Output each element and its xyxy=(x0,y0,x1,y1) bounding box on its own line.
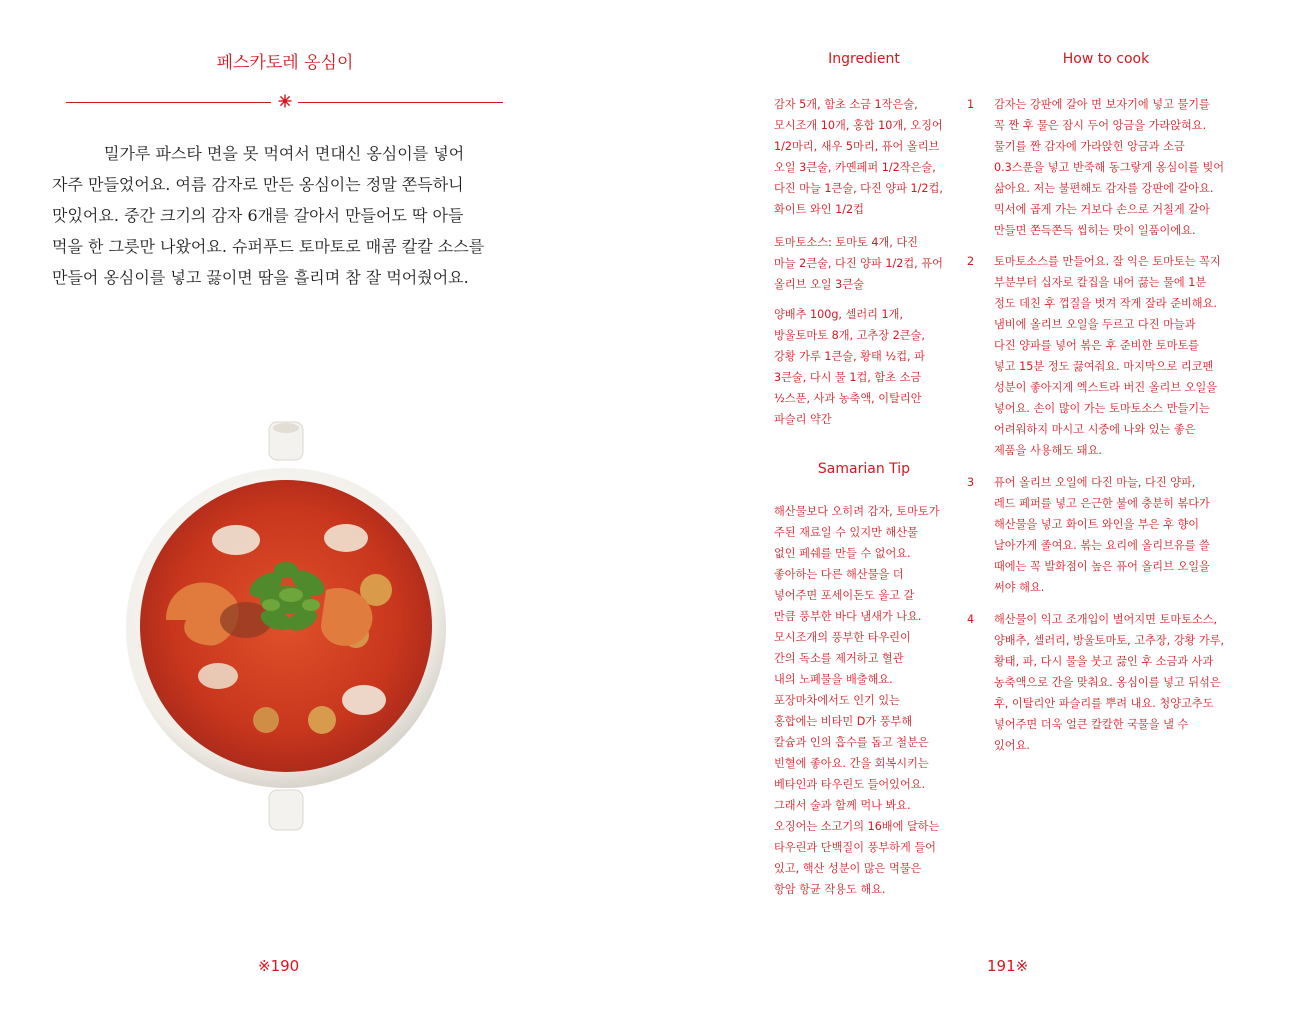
ingredient-line: 감자 5개, 함초 소금 1작은술, xyxy=(774,98,918,111)
intro-line: 먹을 한 그릇만 나왔어요. 슈퍼푸드 토마토로 매콤 칼칼 소스를 xyxy=(52,237,485,256)
ingredient-line: 1/2마리, 새우 5마리, 퓨어 올리브 xyxy=(774,140,940,153)
step-line: 어려워하지 마시고 시중에 나와 있는 좋은 xyxy=(994,423,1196,436)
step-line: 써야 해요. xyxy=(994,581,1045,594)
tip-line: 있고, 핵산 성분이 많은 먹물은 xyxy=(774,862,922,875)
step-line: 물기를 짠 감자에 가라앉힌 앙금과 소금 xyxy=(994,140,1185,153)
ingredient-line: 토마토소스: 토마토 4개, 다진 xyxy=(774,236,918,249)
title-divider-right xyxy=(298,102,503,103)
tip-line: 주된 재료일 수 있지만 해산물 xyxy=(774,526,918,539)
step-3-text xyxy=(994,472,1210,598)
ingredient-line: 화이트 와인 1/2컵 xyxy=(774,203,864,216)
right-page xyxy=(646,0,1293,1024)
step-line: 넣어요. 손이 많이 가는 토마토소스 만들기는 xyxy=(994,402,1210,415)
step-line: 냄비에 올리브 오일을 두르고 다진 마늘과 xyxy=(994,318,1196,331)
tip-line: 항암 항균 작용도 해요. xyxy=(774,883,886,896)
tip-line: 만큼 풍부한 바다 냄새가 나요. xyxy=(774,610,922,623)
tip-line: 넣어주면 포세이돈도 울고 갈 xyxy=(774,589,915,602)
step-line: 믹서에 곱게 가는 거보다 손으로 거칠게 갈아 xyxy=(994,203,1210,216)
step-line: 해산물을 넣고 화이트 와인을 부은 후 향이 xyxy=(994,518,1200,531)
tip-line: 오징어는 소고기의 16배에 달하는 xyxy=(774,820,940,833)
ingredient-heading: Ingredient xyxy=(828,51,900,67)
step-2-text xyxy=(994,251,1221,461)
ingredients-group-main xyxy=(774,94,943,220)
title-divider-left xyxy=(66,102,271,103)
tip-line: 내의 노폐물을 배출해요. xyxy=(774,673,893,686)
step-4-number: 4 xyxy=(967,613,975,626)
step-1-text xyxy=(994,94,1224,241)
ingredient-line: 양배추 100g, 셀러리 1개, xyxy=(774,308,904,321)
step-line: 레드 페퍼를 넣고 은근한 불에 충분히 볶다가 xyxy=(994,497,1210,510)
tip-heading: Samarian Tip xyxy=(817,461,911,477)
step-2-number: 2 xyxy=(967,255,975,268)
step-line: 퓨어 올리브 오일에 다진 마늘, 다진 양파, xyxy=(994,476,1196,489)
how-to-cook-heading: How to cook xyxy=(1062,51,1150,67)
step-line: 꼭 짠 후 물은 잠시 두어 앙금을 가라앉혀요. xyxy=(994,119,1207,132)
step-line: 해산물이 익고 조개입이 벌어지면 토마토소스, xyxy=(994,613,1218,626)
asterisk-ornament-icon xyxy=(277,93,293,109)
ingredient-line: 방울토마토 8개, 고추장 2큰술, xyxy=(774,329,925,342)
page-number-right: 191※ xyxy=(987,957,1029,975)
intro-line: 자주 만들었어요. 여름 감자로 만든 옹심이는 정말 쫀득하니 xyxy=(52,175,464,194)
tip-line: 포장마차에서도 인기 있는 xyxy=(774,694,900,707)
tip-line: 칼슘과 인의 흡수를 돕고 철분은 xyxy=(774,736,929,749)
step-line: 농축액으로 간을 맞춰요. 옹심이를 넣고 뒤섞은 xyxy=(994,676,1221,689)
tip-line: 빈혈에 좋아요. 간을 회복시키는 xyxy=(774,757,929,770)
step-line: 넣고 15분 정도 끓여줘요. 마지막으로 리코펜 xyxy=(994,360,1214,373)
tip-text xyxy=(774,501,940,900)
ingredient-line: 모시조개 10개, 홍합 10개, 오징어 xyxy=(774,119,943,132)
ingredient-line: ½스푼, 사과 농축액, 이탈리안 xyxy=(774,392,922,405)
ingredient-line: 마늘 2큰술, 다진 양파 1/2컵, 퓨어 xyxy=(774,257,943,270)
tip-line: 타우린과 단백질이 풍부하게 들어 xyxy=(774,841,936,854)
tip-line: 모시조개의 풍부한 타우린이 xyxy=(774,631,911,644)
tip-line: 해산물보다 오히려 감자, 토마토가 xyxy=(774,505,940,518)
ingredient-line: 다진 마늘 1큰술, 다진 양파 1/2컵, xyxy=(774,182,943,195)
step-line: 만들면 쫀득쫀득 씹히는 맛이 일품이에요. xyxy=(994,224,1196,237)
step-line: 있어요. xyxy=(994,739,1030,752)
step-line: 후, 이탈리안 파슬리를 뿌려 내요. 청양고추도 xyxy=(994,697,1214,710)
step-line: 제품을 사용해도 돼요. xyxy=(994,444,1102,457)
step-line: 황태, 파, 다시 물을 붓고 끓인 후 소금과 사과 xyxy=(994,655,1214,668)
intro-line: 만들어 옹심이를 넣고 끓이면 땀을 흘리며 참 잘 먹어줬어요. xyxy=(52,268,469,287)
step-line: 토마토소스를 만들어요. 잘 익은 토마토는 꼭지 xyxy=(994,255,1221,268)
ingredient-line: 파슬리 약간 xyxy=(774,413,832,426)
ingredients-group-tomato-sauce xyxy=(774,232,943,295)
tip-line: 홍합에는 비타민 D가 풍부해 xyxy=(774,715,913,728)
seafood-soup-bowl-photo xyxy=(126,420,446,840)
step-line: 부분부터 십자로 칼집을 내어 끓는 물에 1분 xyxy=(994,276,1207,289)
step-line: 넣어주면 더욱 얼큰 칼칼한 국물을 낼 수 xyxy=(994,718,1189,731)
step-line: 다진 양파를 넣어 볶은 후 준비한 토마토를 xyxy=(994,339,1200,352)
ingredients-group-soup xyxy=(774,304,925,430)
ingredient-line: 올리브 오일 3큰술 xyxy=(774,278,864,291)
intro-line: 밀가루 파스타 면을 못 먹여서 면대신 옹심이를 넣어 xyxy=(104,144,465,163)
step-4-text xyxy=(994,609,1224,756)
step-line: 성분이 좋아지게 엑스트라 버진 올리브 오일을 xyxy=(994,381,1218,394)
step-line: 때에는 꼭 발화점이 높은 퓨어 올리브 오일을 xyxy=(994,560,1210,573)
recipe-title: 페스카토레 옹심이 xyxy=(216,53,354,73)
page-number-left: ※190 xyxy=(258,957,300,975)
tip-line: 베타인과 타우린도 들어있어요. xyxy=(774,778,926,791)
tip-line: 없인 페쉐를 만들 수 없어요. xyxy=(774,547,911,560)
tip-line: 간의 독소를 제거하고 혈관 xyxy=(774,652,904,665)
step-line: 정도 데친 후 껍질을 벗겨 작게 잘라 준비해요. xyxy=(994,297,1217,310)
intro-line: 맛있어요. 중간 크기의 감자 6개를 갈아서 만들어도 딱 아들 xyxy=(52,206,464,225)
left-page xyxy=(0,0,646,1024)
step-line: 양배추, 셀러리, 방울토마토, 고추장, 강황 가루, xyxy=(994,634,1225,647)
step-3-number: 3 xyxy=(967,476,975,489)
ingredient-line: 강황 가루 1큰술, 황태 ½컵, 파 xyxy=(774,350,925,363)
step-line: 날아가게 졸여요. 볶는 요리에 올리브유를 쓸 xyxy=(994,539,1210,552)
step-line: 감자는 강판에 갈아 면 보자기에 넣고 물기를 xyxy=(994,98,1210,111)
step-line: 0.3스푼을 넣고 반죽해 동그랗게 옹심이를 빚어 xyxy=(994,161,1225,174)
step-1-number: 1 xyxy=(967,98,975,111)
intro-paragraph xyxy=(52,138,522,293)
ingredient-line: 오일 3큰술, 카옌페퍼 1/2작은술, xyxy=(774,161,936,174)
step-line: 삶아요. 저는 불편해도 감자를 강판에 갈아요. xyxy=(994,182,1214,195)
tip-line: 그래서 술과 함께 먹나 봐요. xyxy=(774,799,911,812)
ingredient-line: 3큰술, 다시 물 1컵, 함초 소금 xyxy=(774,371,922,384)
tip-line: 좋아하는 다른 해산물을 더 xyxy=(774,568,904,581)
